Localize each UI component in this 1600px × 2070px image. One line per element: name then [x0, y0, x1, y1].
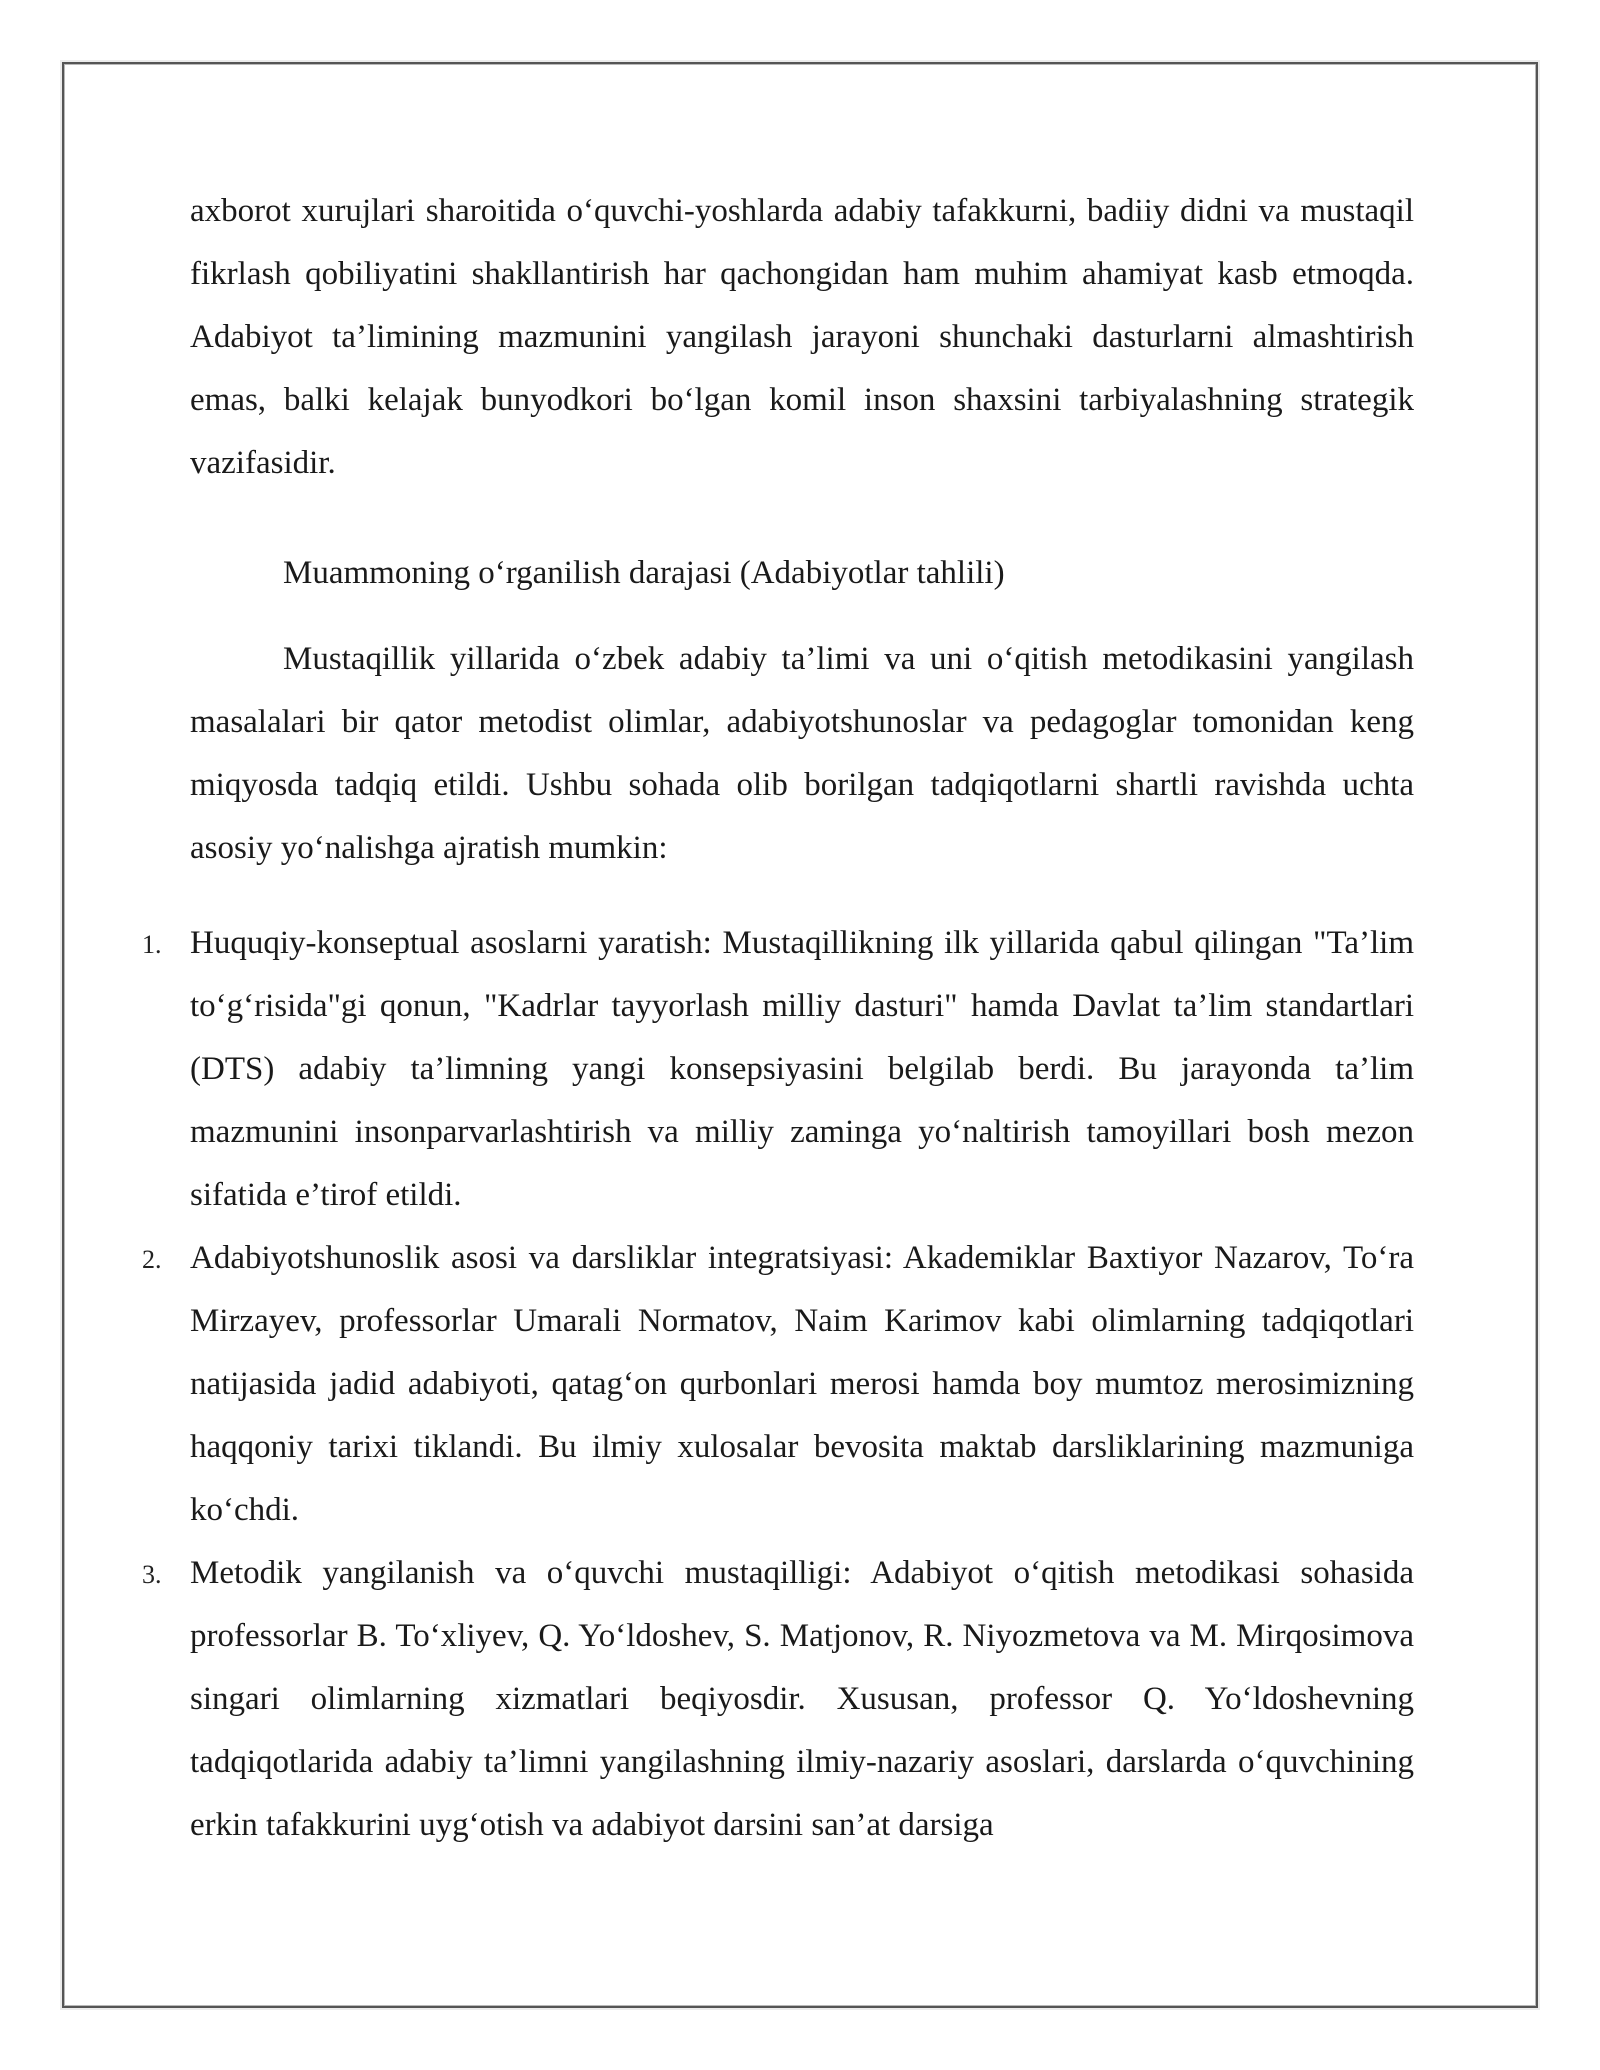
list-item-text: Metodik yangilanish va o‘quvchi mustaqilligi: Adabiyot o‘qitish metodikasi sohasida professorlar B. To‘xliyev, Q. Yo‘ldoshev, S. Matjonov, R. Niyozmetova va M. Mirqosimova singari olimlarning xizmatlari beqiyosdir. Xususan, professor Q. Yo‘ldoshevning tadqiqotlarida adabiy ta’limni yangilashning ilmiy-nazariy asoslari, darslarda o‘quvchining erkin tafakkurini uyg‘otish va adabiyot darsini san’at darsiga: [190, 1555, 1414, 1843]
list-item-text: Adabiyotshunoslik asosi va darsliklar integratsiyasi: Akademiklar Baxtiyor Nazarov, To‘ra Mirzayev, professorlar Umarali Normatov, Naim Karimov kabi olimlarning tadqiqotlari natijasida jadid adabiyoti, qatag‘on qurbonlari merosi hamda boy mumtoz merosimizning haqqoniy tarixi tiklandi. Bu ilmiy xulosalar bevosita maktab darsliklarining mazmuniga ko‘chdi.: [190, 1240, 1414, 1528]
paragraph-literature-overview: Mustaqillik yillarida o‘zbek adabiy ta’limi va uni o‘qitish metodikasini yangilash masalalari bir qator metodist olimlar, adabiyotshunoslar va pedagoglar tomonidan keng miqyosda tadqiq etildi. Ushbu sohada olib borilgan tadqiqotlarni shartli ravishda uchta asosiy yo‘nalishga ajratish mumkin:: [190, 641, 1414, 866]
list-item: [142, 912, 1414, 1227]
paragraph-intro-continuation: axborot xurujlari sharoitida o‘quvchi-yoshlarda adabiy tafakkurni, badiiy didni va mustaqil fikrlash qobiliyatini shakllantirish har qachongidan ham muhim ahamiyat kasb etmoqda. Adabiyot ta’limining mazmunini yangilash jarayoni shunchaki dasturlarni almashtirish emas, balki kelajak bunyodkori bo‘lgan komil inson shaxsini tarbiyalashning strategik vazifasidir.: [190, 193, 1414, 481]
list-item-number: 3.: [142, 1560, 162, 1589]
list-item-number: 1.: [142, 930, 162, 959]
section-heading: Muammoning o‘rganilish darajasi (Adabiyotlar tahlili): [283, 555, 1005, 591]
list-item: [142, 1227, 1414, 1542]
numbered-list: [142, 912, 1414, 1857]
list-item-number: 2.: [142, 1245, 162, 1274]
list-item: [142, 1542, 1414, 1857]
document-body: [142, 180, 1414, 1857]
list-item-text: Huquqiy-konseptual asoslarni yaratish: Mustaqillikning ilk yillarida qabul qilingan "Ta’lim to‘g‘risida"gi qonun, "Kadrlar tayyorlash milliy dasturi" hamda Davlat ta’lim standartlari (DTS) adabiy ta’limning yangi konsepsiyasini belgilab berdi. Bu jarayonda ta’lim mazmunini insonparvarlashtirish va milliy zaminga yo‘naltirish tamoyillari bosh mezon sifatida e’tirof etildi.: [190, 925, 1414, 1213]
